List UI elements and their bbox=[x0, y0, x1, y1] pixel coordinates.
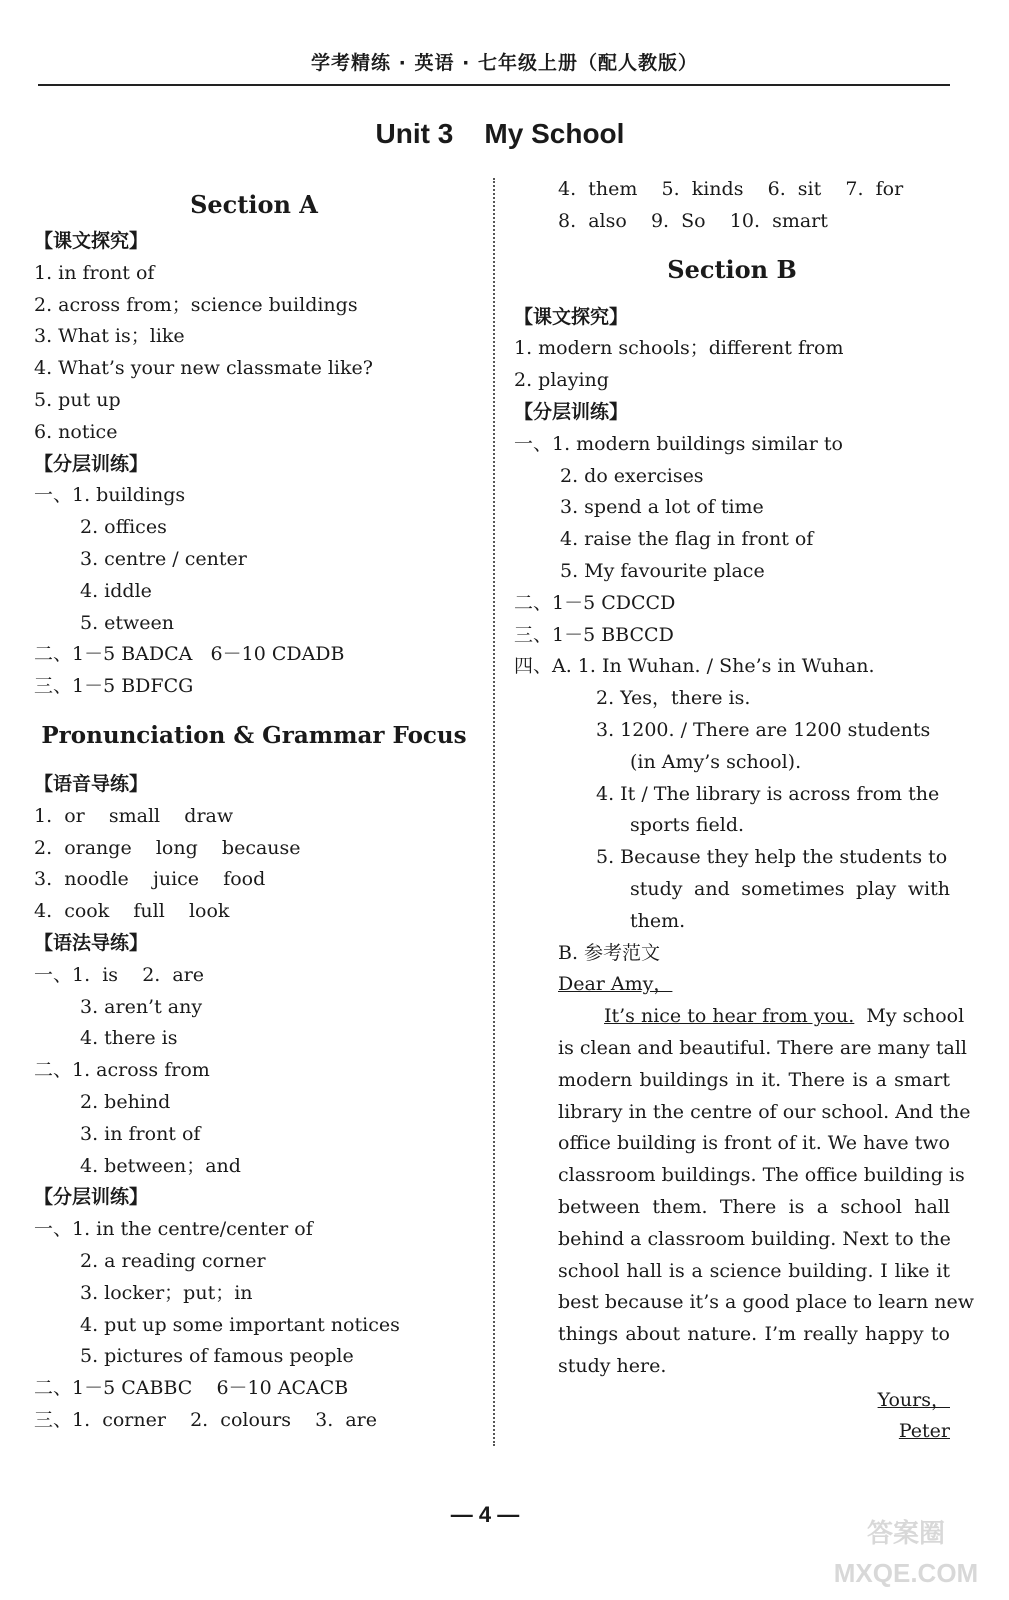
yfdl-label: 【语法导练】 bbox=[34, 931, 149, 954]
model-essay-label: B. 参考范文 bbox=[558, 941, 661, 964]
watermark-line2: MXQE.COM bbox=[833, 1558, 979, 1588]
fcxl-label: 【分层训练】 bbox=[514, 400, 629, 423]
left-column bbox=[34, 184, 474, 1437]
list-item: 5. put up bbox=[34, 388, 121, 411]
list-item: 4. put up some important notices bbox=[80, 1313, 400, 1336]
list-item: 6. notice bbox=[34, 420, 118, 443]
list-item: 2. playing bbox=[514, 369, 609, 392]
unit-title: Unit 3 My School bbox=[375, 118, 625, 149]
list-item: 1. or small draw bbox=[34, 804, 234, 827]
essay-text: My school bbox=[854, 1005, 965, 1028]
column-divider bbox=[493, 178, 495, 1446]
running-header: 学考精练 · 英语 · 七年级上册（配人教版） bbox=[311, 52, 698, 74]
list-item: 4. between；and bbox=[80, 1154, 241, 1177]
essay-line: library in the centre of our school. And the bbox=[558, 1100, 971, 1123]
list-item: 2. orange long because bbox=[34, 836, 301, 859]
list-item: 4. What’s your new classmate like? bbox=[34, 357, 373, 380]
list-item: 5. etween bbox=[80, 611, 175, 634]
essay-greeting: Dear Amy， bbox=[558, 973, 673, 996]
list-item: 2. do exercises bbox=[560, 464, 704, 487]
watermark-line1: 答案圈 bbox=[866, 1518, 946, 1548]
essay-first-line bbox=[514, 1001, 965, 1033]
list-item: 4. there is bbox=[80, 1027, 178, 1050]
list-item: 一、1. is 2. are bbox=[34, 963, 205, 986]
list-item: 二、1－5 CABBC 6－10 ACACB bbox=[34, 1377, 349, 1400]
pg-focus-heading: Pronunciation & Grammar Focus bbox=[41, 721, 467, 749]
list-item: 3. in front of bbox=[80, 1122, 201, 1145]
list-item: 2. Yes，there is. bbox=[596, 687, 751, 710]
list-item: study and sometimes play with bbox=[630, 877, 950, 900]
list-item: 5. Because they help the students to bbox=[596, 846, 948, 869]
kwtj-label: 【课文探究】 bbox=[34, 230, 149, 252]
list-item: 一、1. buildings bbox=[34, 484, 186, 507]
essay-line: modern buildings in it. There is a smart bbox=[558, 1068, 950, 1091]
signature-text: Peter bbox=[898, 1420, 950, 1443]
list-item: 4. It / The library is across from the bbox=[596, 782, 940, 805]
list-item: 一、1. in the centre/center of bbox=[34, 1218, 313, 1241]
list-item: 5. pictures of famous people bbox=[80, 1345, 354, 1368]
essay-line: behind a classroom building. Next to the bbox=[558, 1227, 951, 1250]
list-item: 二、1－5 CDCCD bbox=[514, 591, 676, 614]
list-item: 3. centre / center bbox=[80, 547, 247, 570]
yydl-label: 【语音导练】 bbox=[34, 772, 149, 795]
list-item: 3. What is；like bbox=[34, 325, 185, 348]
kwtj-label: 【课文探究】 bbox=[514, 305, 629, 328]
list-item: 3. noodle juice food bbox=[34, 868, 266, 891]
fcxl-label: 【分层训练】 bbox=[34, 452, 149, 475]
essay-line: is clean and beautiful. There are many tall bbox=[558, 1036, 967, 1059]
essay-line: best because it’s a good place to learn new bbox=[558, 1291, 974, 1314]
essay-line: classroom buildings. The office building is bbox=[558, 1164, 965, 1187]
list-item: 2. across from；science buildings bbox=[34, 293, 358, 316]
list-item: 3. locker；put；in bbox=[80, 1281, 253, 1304]
list-item: 1. in front of bbox=[34, 261, 155, 284]
essay-underlined-phrase: It’s nice to hear from you. bbox=[604, 1005, 855, 1028]
list-item: 8. also 9. So 10. smart bbox=[558, 209, 828, 232]
list-item: sports field. bbox=[630, 814, 745, 837]
list-item: 3. 1200. / There are 1200 students bbox=[596, 718, 931, 741]
list-item: 3. aren’t any bbox=[80, 995, 203, 1018]
fcxl2-label: 【分层训练】 bbox=[34, 1186, 149, 1209]
list-item: them. bbox=[630, 909, 686, 932]
essay-closing bbox=[514, 1385, 950, 1417]
list-item: 4. cook full look bbox=[34, 900, 230, 923]
section-a-heading: Section A bbox=[190, 190, 318, 219]
list-item: 二、1－5 BADCA 6－10 CDADB bbox=[34, 643, 345, 666]
essay-line: school hall is a science building. I like it bbox=[558, 1259, 950, 1282]
list-item: 4. raise the flag in front of bbox=[560, 528, 814, 551]
list-item: (in Amy’s school). bbox=[630, 750, 802, 773]
list-item: 三、1. corner 2. colours 3. are bbox=[34, 1408, 377, 1431]
essay-signature bbox=[514, 1416, 950, 1448]
list-item: 5. My favourite place bbox=[560, 559, 765, 582]
list-item: 3. spend a lot of time bbox=[560, 496, 764, 519]
list-item: 4. iddle bbox=[80, 579, 152, 602]
list-item: 4. them 5. kinds 6. sit 7. for bbox=[558, 178, 904, 200]
list-item: 一、1. modern buildings similar to bbox=[514, 432, 843, 455]
section-b-heading: Section B bbox=[667, 254, 797, 284]
list-item: 三、1－5 BDFCG bbox=[34, 675, 194, 698]
essay-line: office building is front of it. We have two bbox=[558, 1132, 950, 1155]
closing-text: Yours， bbox=[877, 1388, 950, 1411]
list-item: 2. behind bbox=[80, 1090, 171, 1113]
essay-line: things about nature. I’m really happy to bbox=[558, 1323, 950, 1346]
list-item: 2. a reading corner bbox=[80, 1249, 266, 1272]
header-rule bbox=[38, 84, 950, 86]
list-item: 二、1. across from bbox=[34, 1059, 210, 1082]
essay-line: between them. There is a school hall bbox=[558, 1195, 950, 1218]
list-item: 1. modern schools；different from bbox=[514, 337, 844, 360]
list-item: 2. offices bbox=[80, 516, 167, 539]
right-column bbox=[514, 174, 974, 1448]
page-number: — 4 — bbox=[450, 1502, 520, 1527]
essay-line: study here. bbox=[558, 1354, 667, 1377]
list-item: 三、1－5 BBCCD bbox=[514, 623, 674, 646]
list-item: 四、A. 1. In Wuhan. / She’s in Wuhan. bbox=[514, 655, 875, 678]
watermark-logo bbox=[818, 1506, 994, 1592]
